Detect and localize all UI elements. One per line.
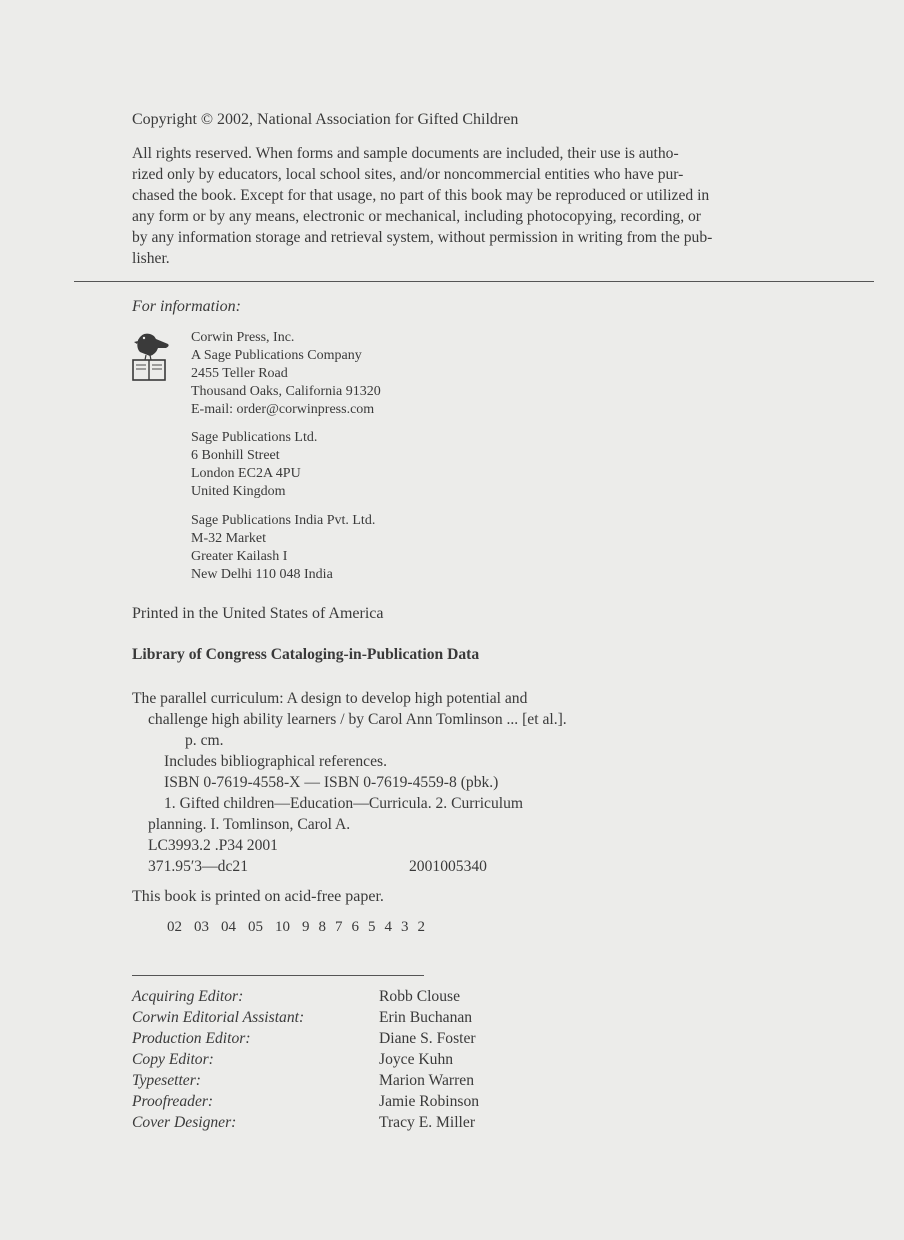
- credit-name: Robb Clouse: [379, 988, 461, 1005]
- address-sage-india: [191, 512, 591, 584]
- credits-list: [132, 986, 479, 1133]
- cip-line: p. cm.: [185, 732, 224, 749]
- address-line: United Kingdom: [191, 484, 286, 499]
- address-corwin: [191, 329, 591, 419]
- credit-row: [132, 1028, 479, 1049]
- credit-role: Corwin Editorial Assistant:: [132, 1009, 305, 1026]
- cip-line: planning. I. Tomlinson, Carol A.: [148, 816, 351, 833]
- address-line: 6 Bonhill Street: [191, 448, 280, 463]
- for-information-heading: For information:: [132, 298, 241, 315]
- credit-row: [132, 986, 479, 1007]
- credits-divider: [132, 975, 424, 976]
- credit-row: [132, 1091, 479, 1112]
- credit-name: Marion Warren: [379, 1072, 475, 1089]
- credit-row: [132, 1049, 479, 1070]
- printing-number: 7: [335, 919, 343, 935]
- credit-name: Tracy E. Miller: [379, 1114, 476, 1131]
- address-email: E-mail: order@corwinpress.com: [191, 402, 375, 417]
- credit-row: [132, 1112, 479, 1133]
- acid-free-statement: This book is printed on acid-free paper.: [132, 888, 384, 905]
- credit-name: Diane S. Foster: [379, 1030, 476, 1047]
- printing-number: 9: [302, 919, 310, 935]
- printing-number: 05: [248, 919, 263, 935]
- rights-line: any form or by any means, electronic or mechanical, including photocopying, recording, or: [132, 208, 701, 225]
- address-line: Sage Publications Ltd.: [191, 430, 318, 445]
- cip-line: Includes bibliographical references.: [164, 753, 387, 770]
- printing-number: 10: [275, 919, 290, 935]
- address-line: 2455 Teller Road: [191, 366, 288, 381]
- printing-number: 2: [417, 919, 425, 935]
- credit-row: [132, 1070, 479, 1091]
- credit-name: Erin Buchanan: [379, 1009, 473, 1026]
- rights-line: by any information storage and retrieval system, without permission in writing from the pub-: [132, 229, 713, 246]
- cip-line: The parallel curriculum: A design to develop high potential and: [132, 690, 528, 707]
- cip-line: challenge high ability learners / by Carol Ann Tomlinson ... [et al.].: [148, 711, 567, 728]
- address-sage-uk: [191, 429, 591, 501]
- address-line: Sage Publications India Pvt. Ltd.: [191, 513, 376, 528]
- section-divider: [74, 281, 874, 282]
- address-line: M-32 Market: [191, 531, 267, 546]
- cip-classification: [132, 856, 692, 877]
- printing-number: 6: [351, 919, 359, 935]
- rights-line: lisher.: [132, 250, 170, 267]
- credit-role: Production Editor:: [132, 1030, 251, 1047]
- credit-row: [132, 1007, 479, 1028]
- rights-paragraph: [132, 143, 816, 269]
- printing-number: 5: [368, 919, 376, 935]
- address-line: New Delhi 110 048 India: [191, 567, 333, 582]
- credit-role: Proofreader:: [132, 1093, 214, 1110]
- address-line: A Sage Publications Company: [191, 348, 362, 363]
- credit-role: Typesetter:: [132, 1072, 201, 1089]
- address-line: Corwin Press, Inc.: [191, 330, 295, 345]
- address-line: Greater Kailash I: [191, 549, 288, 564]
- address-line: London EC2A 4PU: [191, 466, 301, 481]
- rights-line: rized only by educators, local school sites, and/or noncommercial entities who have pur-: [132, 166, 684, 183]
- printing-line: [167, 919, 434, 936]
- cip-isbn: ISBN 0-7619-4558-X — ISBN 0-7619-4559-8 (pbk.): [164, 774, 499, 791]
- printing-number: 03: [194, 919, 209, 935]
- address-line: Thousand Oaks, California 91320: [191, 384, 381, 399]
- credit-role: Cover Designer:: [132, 1114, 237, 1131]
- credit-role: Acquiring Editor:: [132, 988, 244, 1005]
- cip-record: [132, 688, 692, 877]
- rights-line: All rights reserved. When forms and sample documents are included, their use is autho-: [132, 145, 679, 162]
- printing-number: 3: [401, 919, 409, 935]
- printing-number: 4: [384, 919, 392, 935]
- printing-number: 8: [318, 919, 326, 935]
- credit-name: Joyce Kuhn: [379, 1051, 454, 1068]
- cip-line: 1. Gifted children—Education—Curricula. 2. Curriculum: [164, 795, 523, 812]
- lccn: 2001005340: [409, 858, 487, 875]
- cip-heading: Library of Congress Cataloging-in-Publication Data: [132, 646, 480, 663]
- printing-number: 02: [167, 919, 182, 935]
- dewey-number: 371.95′3—dc21: [148, 858, 248, 875]
- copyright-line: Copyright © 2002, National Association for Gifted Children: [132, 111, 519, 128]
- credit-role: Copy Editor:: [132, 1051, 214, 1068]
- printed-in-statement: Printed in the United States of America: [132, 605, 384, 622]
- rights-line: chased the book. Except for that usage, no part of this book may be reproduced or utilized in: [132, 187, 710, 204]
- printing-number: 04: [221, 919, 236, 935]
- cip-lc-call-number: LC3993.2 .P34 2001: [148, 837, 278, 854]
- credit-name: Jamie Robinson: [379, 1093, 480, 1110]
- corwin-bird-on-book-icon: [130, 330, 174, 382]
